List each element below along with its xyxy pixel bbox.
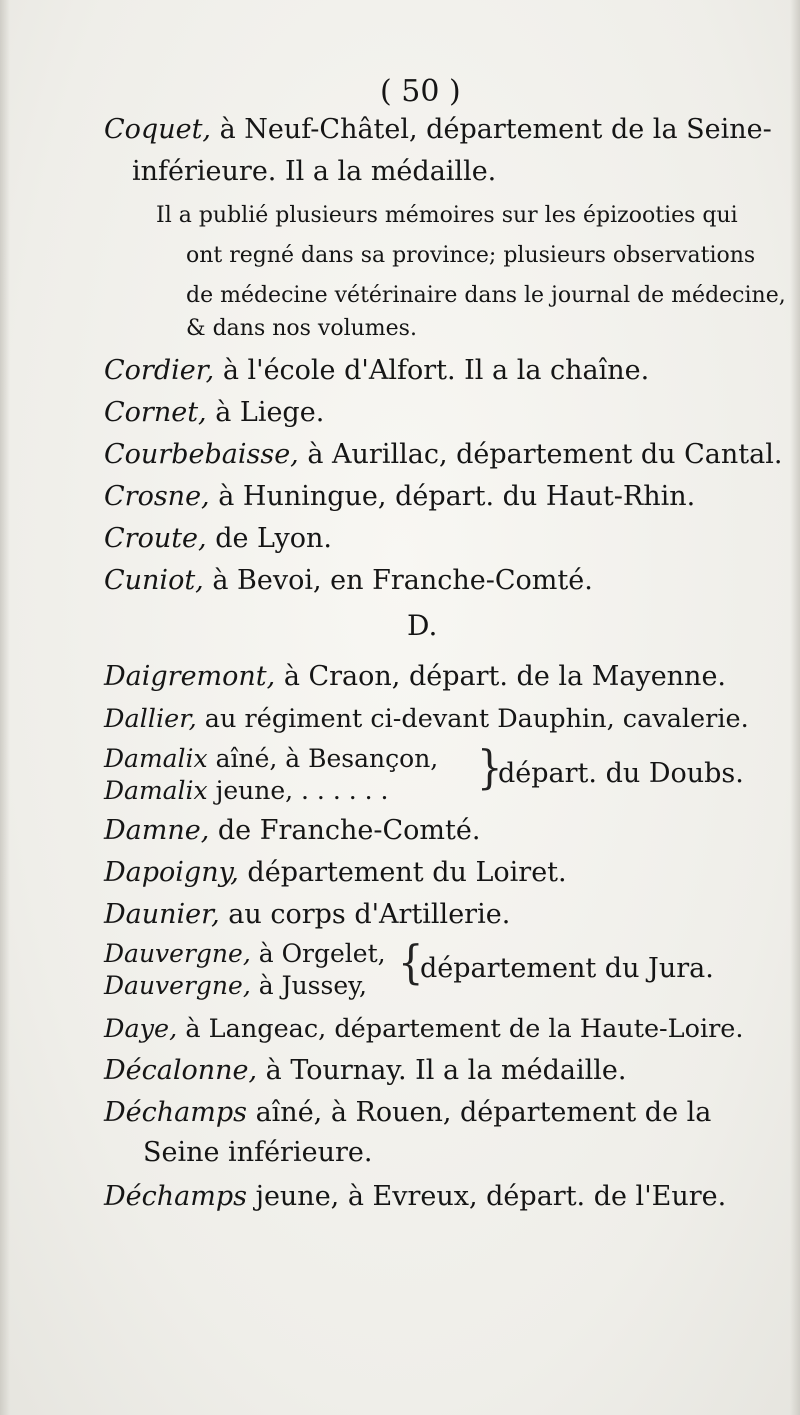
entry-name: Dauvergne, bbox=[104, 971, 251, 1000]
entry-daigremont bbox=[104, 661, 726, 693]
entry-text: au corps d'Artillerie. bbox=[219, 899, 511, 930]
entry-name: Cordier, bbox=[104, 355, 215, 386]
entry-name: Dapoigny, bbox=[104, 857, 239, 888]
entry-text: à Orgelet, bbox=[250, 939, 386, 968]
entry-text: à Aurillac, département du Cantal. bbox=[298, 439, 783, 470]
entry-dapoigny bbox=[104, 857, 567, 889]
entry-coquet bbox=[104, 114, 772, 146]
entry-name: Cuniot, bbox=[104, 565, 204, 596]
shared-location: départ. du Doubs. bbox=[498, 758, 744, 789]
page-edge-left bbox=[0, 0, 10, 1415]
entry-name: Dauvergne, bbox=[104, 939, 251, 968]
entry-name: Damalix bbox=[104, 744, 208, 773]
entry-name: Cornet, bbox=[104, 397, 207, 428]
section-heading-d: D. bbox=[407, 609, 438, 642]
entry-text: département du Loiret. bbox=[238, 857, 567, 888]
entry-text: à Bevoi, en Franche-Comté. bbox=[203, 565, 593, 596]
entry-name: Dallier, bbox=[104, 704, 197, 734]
entry-damalix-jeune bbox=[104, 775, 388, 807]
entry-text: à Langeac, département de la Haute-Loire. bbox=[177, 1014, 744, 1044]
entry-dechamps-aine-cont: Seine inférieure. bbox=[143, 1137, 373, 1168]
entry-name: Daigremont, bbox=[104, 661, 276, 692]
entry-name: Décalonne, bbox=[104, 1055, 258, 1086]
brace-left: { bbox=[398, 936, 424, 990]
entry-text: aîné, à Besançon, bbox=[207, 744, 439, 773]
entry-courbebaisse bbox=[104, 439, 782, 471]
page-edge-right bbox=[790, 0, 800, 1415]
entry-text: de Lyon. bbox=[206, 523, 332, 554]
page-number: ( 50 ) bbox=[380, 74, 461, 109]
note-line: ont regné dans sa province; plusieurs observations bbox=[186, 243, 756, 268]
entry-dechamps-aine bbox=[104, 1097, 711, 1129]
note-line: & dans nos volumes. bbox=[186, 316, 417, 341]
entry-name: Croute, bbox=[104, 523, 207, 554]
entry-text: à Tournay. Il a la médaille. bbox=[257, 1055, 627, 1086]
entry-name: Damalix bbox=[104, 776, 208, 805]
entry-damalix-aine bbox=[104, 743, 438, 775]
entry-name: Déchamps bbox=[104, 1097, 247, 1128]
entry-name: Déchamps bbox=[104, 1181, 247, 1212]
entry-text: de Franche-Comté. bbox=[209, 815, 481, 846]
entry-crosne bbox=[104, 481, 695, 513]
entry-cordier bbox=[104, 355, 649, 387]
entry-decalonne bbox=[104, 1055, 626, 1087]
entry-dechamps-jeune bbox=[104, 1181, 726, 1213]
entry-text: jeune, à Evreux, départ. de l'Eure. bbox=[246, 1181, 727, 1212]
entry-text: au régiment ci-devant Dauphin, cavalerie. bbox=[196, 704, 749, 734]
note-line: de médecine vétérinaire dans le journal de médecine, bbox=[186, 283, 786, 308]
entry-text: à Craon, départ. de la Mayenne. bbox=[275, 661, 727, 692]
entry-name: Damne, bbox=[104, 815, 210, 846]
entry-text: à Neuf-Châtel, département de la Seine- bbox=[211, 114, 772, 145]
entry-name: Crosne, bbox=[104, 481, 210, 512]
entry-name: Courbebaisse, bbox=[104, 439, 299, 470]
brace-right: } bbox=[477, 741, 503, 795]
entry-name: Daye, bbox=[104, 1014, 178, 1044]
entry-text: à l'école d'Alfort. Il a la chaîne. bbox=[214, 355, 650, 386]
entry-cuniot bbox=[104, 565, 593, 597]
entry-croute bbox=[104, 523, 332, 555]
entry-daunier bbox=[104, 899, 510, 931]
entry-cornet bbox=[104, 397, 324, 429]
entry-dauvergne-jussey bbox=[104, 970, 367, 1002]
entry-daye bbox=[104, 1013, 744, 1045]
entry-text: à Jussey, bbox=[250, 971, 367, 1000]
entry-text: à Huningue, départ. du Haut-Rhin. bbox=[209, 481, 696, 512]
entry-coquet-cont: inférieure. Il a la médaille. bbox=[132, 156, 497, 187]
entry-dauvergne-orgelet bbox=[104, 938, 386, 970]
shared-location: département du Jura. bbox=[420, 953, 714, 984]
entry-text: à Liege. bbox=[206, 397, 325, 428]
note-line: Il a publié plusieurs mémoires sur les épizooties qui bbox=[156, 203, 738, 228]
entry-name: Coquet, bbox=[104, 114, 211, 145]
entry-name: Daunier, bbox=[104, 899, 220, 930]
entry-text: jeune, . . . . . . bbox=[207, 776, 389, 805]
entry-dallier bbox=[104, 703, 749, 735]
entry-text: aîné, à Rouen, département de la bbox=[246, 1097, 712, 1128]
entry-damne bbox=[104, 815, 480, 847]
